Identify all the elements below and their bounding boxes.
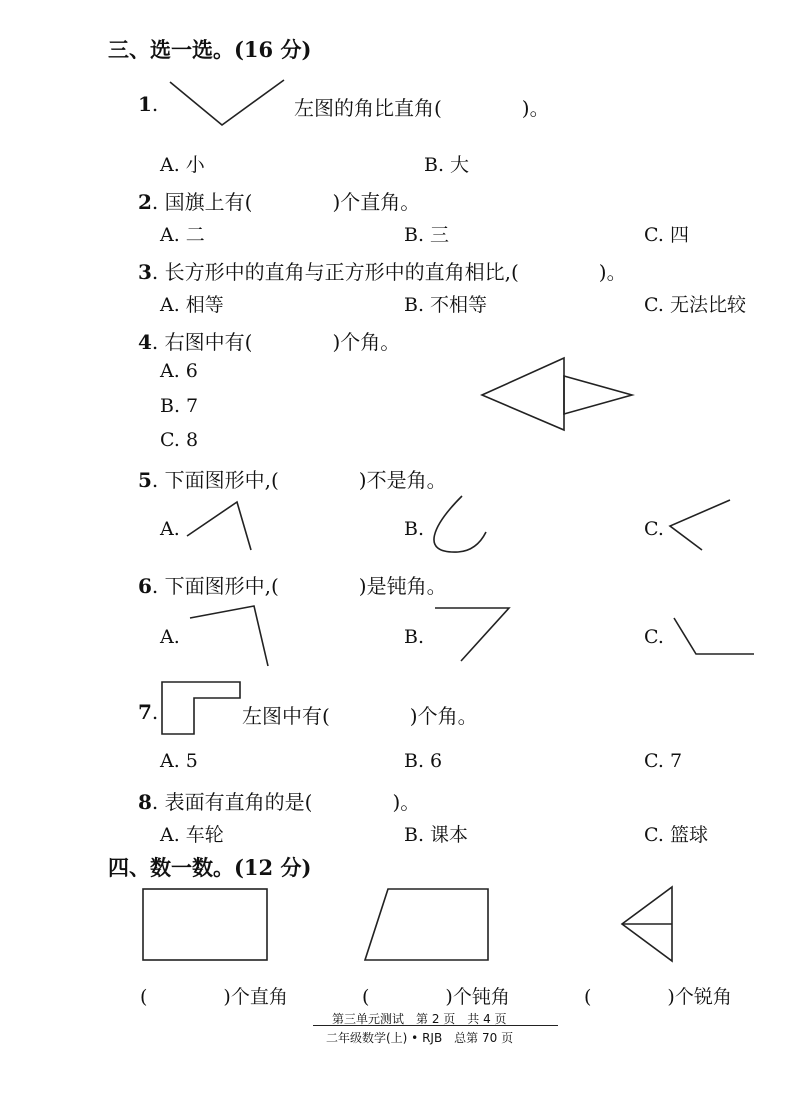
q6-option-a[interactable]: A.	[160, 626, 180, 648]
q8-option-b[interactable]: B. 课本	[404, 824, 469, 846]
q3-option-b[interactable]: B. 不相等	[404, 294, 488, 316]
q2-option-b[interactable]: B. 三	[404, 224, 450, 246]
question-3-text: 长方形中的直角与正方形中的直角相比,( )。	[164, 260, 627, 284]
q3-option-c[interactable]: C. 无法比较	[644, 294, 746, 316]
q6-option-c[interactable]: C.	[644, 626, 664, 648]
question-4: 4. 右图中有( )个角。	[138, 330, 401, 354]
section4-rectangle	[143, 889, 267, 960]
footer-divider	[313, 1025, 558, 1026]
q6-angle-a	[190, 606, 268, 666]
q8-option-c[interactable]: C. 篮球	[644, 824, 708, 846]
section4-trapezoid-figure	[364, 888, 492, 962]
q7-option-a[interactable]: A. 5	[160, 750, 198, 772]
q7-l-shape	[162, 682, 240, 734]
q5-curve-b	[434, 496, 486, 552]
section-3-title: 三、选一选。(16 分)	[108, 37, 312, 62]
question-8-text: 表面有直角的是( )。	[164, 790, 421, 814]
q5-figure-b	[424, 494, 490, 556]
section-4-title: 四、数一数。(12 分)	[108, 855, 312, 880]
section4-trapezoid	[365, 889, 488, 960]
q6-figure-b	[433, 605, 513, 663]
question-4-text: 右图中有( )个角。	[164, 330, 401, 354]
q2-option-a[interactable]: A. 二	[160, 224, 205, 246]
q6-angle-b	[435, 608, 509, 661]
question-2: 2. 国旗上有( )个直角。	[138, 190, 421, 214]
footer-line-2: 二年级数学(上) • RJB 总第 70 页	[326, 1031, 514, 1045]
question-6-text: 下面图形中,( )是钝角。	[164, 574, 447, 598]
q5-option-b[interactable]: B.	[404, 518, 425, 540]
q7-option-c[interactable]: C. 7	[644, 750, 683, 772]
q6-angle-c	[674, 618, 754, 654]
q5-angle-c	[670, 500, 730, 550]
question-5-text: 下面图形中,( )不是角。	[164, 468, 447, 492]
q7-option-b[interactable]: B. 6	[404, 750, 443, 772]
question-7-text: 左图中有( )个角。	[242, 704, 478, 728]
q8-option-a[interactable]: A. 车轮	[160, 824, 224, 846]
q4-small-triangle	[564, 376, 632, 414]
section4-answer-right-angles[interactable]: ( )个直角	[140, 986, 288, 1008]
q2-option-c[interactable]: C. 四	[644, 224, 689, 246]
q5-angle-a	[187, 502, 251, 550]
q5-figure-c	[668, 498, 734, 554]
question-3: 3. 长方形中的直角与正方形中的直角相比,( )。	[138, 260, 627, 284]
question-1-text: 左图的角比直角( )。	[294, 96, 550, 120]
q1-angle-figure	[168, 78, 288, 130]
q1-option-a[interactable]: A. 小	[160, 154, 205, 176]
q4-triangles-figure	[480, 356, 640, 436]
q7-l-shape-figure	[160, 680, 244, 738]
q1-option-b[interactable]: B. 大	[424, 154, 470, 176]
q5-option-a[interactable]: A.	[160, 518, 180, 540]
question-6: 6. 下面图形中,( )是钝角。	[138, 574, 447, 598]
q5-figure-a	[185, 498, 257, 554]
q1-angle-lines	[170, 80, 284, 125]
q4-option-c[interactable]: C. 8	[160, 429, 199, 451]
q4-large-triangle	[482, 358, 564, 430]
q6-figure-c	[672, 614, 758, 658]
question-7-number: 7.	[138, 700, 159, 724]
q5-option-c[interactable]: C.	[644, 518, 664, 540]
question-1-number: 1.	[138, 92, 159, 116]
question-2-text: 国旗上有( )个直角。	[164, 190, 421, 214]
section4-answer-obtuse-angles[interactable]: ( )个钝角	[362, 986, 510, 1008]
section4-rectangle-figure	[142, 888, 270, 962]
q4-option-a[interactable]: A. 6	[160, 360, 198, 382]
footer-line-1: 第三单元测试 第 2 页 共 4 页	[332, 1012, 507, 1026]
q6-figure-a	[188, 604, 272, 668]
section4-answer-acute-angles[interactable]: ( )个锐角	[584, 986, 732, 1008]
q3-option-a[interactable]: A. 相等	[160, 294, 224, 316]
section4-triangle-figure	[620, 885, 676, 965]
q4-option-b[interactable]: B. 7	[160, 395, 199, 417]
question-5: 5. 下面图形中,( )不是角。	[138, 468, 447, 492]
q6-option-b[interactable]: B.	[404, 626, 425, 648]
question-8: 8. 表面有直角的是( )。	[138, 790, 421, 814]
